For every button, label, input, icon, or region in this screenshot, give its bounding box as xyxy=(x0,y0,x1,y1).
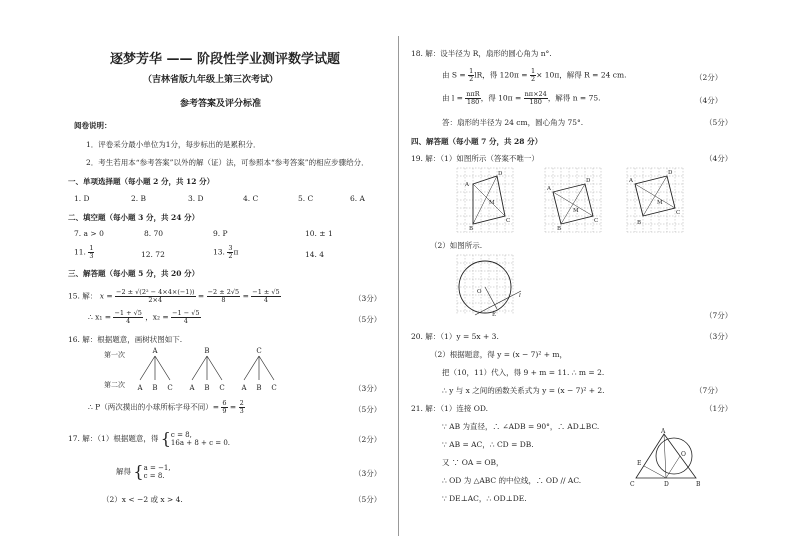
tree-leaf: A xyxy=(241,384,247,392)
svg-text:C: C xyxy=(630,481,635,488)
tree-diagram xyxy=(130,344,280,394)
q18-line-3: 由 l = $\frac{\text{nπR}}{180}$ ，得 10π = $\frac{n\pi\times 24}{180}$ ，解得 n = 75. xyxy=(442,90,601,106)
answer-3: 3. D xyxy=(188,194,204,203)
svg-text:C: C xyxy=(594,218,599,224)
q21-line-3: ∵ AB = AC，∴ CD = DB. xyxy=(442,440,534,449)
note-item-2: 2．考生若用本“参考答案”以外的解（证）法，可参照本“参考答案”的相应步骤给分． xyxy=(86,158,369,167)
svg-text:l: l xyxy=(519,293,521,299)
svg-text:B: B xyxy=(696,481,701,488)
svg-text:D: D xyxy=(498,171,503,177)
q17-line-1: 17. 解：（1）根据题意，得 {c = 8, 16a + 8 + c = 0. xyxy=(68,429,231,448)
q18-score-1: （2分） xyxy=(695,73,723,82)
q21-line-5: ∴ OD 为 △ABC 的中位线，∴ OD // AC. xyxy=(442,476,582,485)
answer-4: 4. C xyxy=(243,194,259,203)
svg-text:M: M xyxy=(657,200,663,206)
section-3-heading: 三、解答题（每小题 5 分，共 20 分） xyxy=(68,269,200,278)
q18-line-4: 答：扇形的半径为 24 cm，圆心角为 75°. xyxy=(442,118,584,127)
q20-score-2: （7分） xyxy=(695,386,723,395)
q17-line-3: （2）x < −2 或 x > 4. xyxy=(102,495,183,504)
q19-grid-figure-1 xyxy=(455,166,517,234)
answer-14: 14. 4 xyxy=(305,250,325,259)
q21-line-4: 又 ∵ OA = OB， xyxy=(442,458,504,467)
q19-score-1: （4分） xyxy=(705,154,733,163)
answer-9: 9. P xyxy=(213,229,228,238)
svg-text:E: E xyxy=(492,312,497,317)
answer-6: 6. A xyxy=(350,194,365,203)
answer-10: 10. ± 1 xyxy=(305,229,333,238)
svg-text:B: B xyxy=(637,220,642,226)
tree-first-label: 第一次 xyxy=(104,351,125,359)
tree-leaf: B xyxy=(256,384,262,392)
svg-text:A: A xyxy=(629,178,633,184)
tree-leaf: A xyxy=(189,384,195,392)
tree-leaf: A xyxy=(137,384,143,392)
tree-leaf: B xyxy=(204,384,210,392)
q16-score-2: （5分） xyxy=(354,405,382,414)
q18-score-2: （4分） xyxy=(695,96,723,105)
exam-subtitle: （吉林省版九年级上第三次考试） xyxy=(143,75,279,85)
page-title: 逐梦芳华 —— 阶段性学业测评数学试题 xyxy=(110,52,341,67)
tree-leaf: B xyxy=(152,384,158,392)
q19-line-1: 19. 解：（1）如图所示（答案不唯一） xyxy=(411,154,539,163)
answer-1: 1. D xyxy=(74,194,90,203)
q16-score-1: （3分） xyxy=(354,384,382,393)
tree-leaf: C xyxy=(219,384,225,392)
svg-text:A: A xyxy=(465,182,469,188)
column-divider xyxy=(398,36,399,536)
q21-score-1: （1分） xyxy=(705,404,733,413)
answer-12: 12. 72 xyxy=(141,250,165,259)
tree-leaf: C xyxy=(271,384,277,392)
q21-line-6: ∵ DE⊥AC，∴ OD⊥DE. xyxy=(442,494,527,503)
svg-text:O: O xyxy=(681,451,686,458)
section-4-heading: 四、解答题（每小题 7 分，共 28 分） xyxy=(411,137,543,146)
svg-text:D: D xyxy=(668,170,673,176)
answer-8: 8. 70 xyxy=(144,229,164,238)
tree-second-label: 第二次 xyxy=(104,381,125,389)
q21-triangle-figure xyxy=(626,426,706,488)
q15-line-2: ∴ x₁ = $\frac{-1 + √5}{4}$ ，x₂ = $\frac{-1 - √5}{4}$ xyxy=(88,309,200,325)
svg-text:A: A xyxy=(547,186,551,192)
tree-top-a: A xyxy=(152,347,158,355)
svg-text:M: M xyxy=(573,208,579,214)
answer-11: 11. $\frac{1}{3}$ xyxy=(74,244,94,260)
svg-text:A: A xyxy=(661,428,666,435)
q17-line-2: 解得 {a = −1, c = 8. xyxy=(116,462,171,481)
q20-line-3: 把（10，11）代入，得 9 + m = 11. ∴ m = 2. xyxy=(442,368,605,377)
q17-score-2: （3分） xyxy=(354,469,382,478)
svg-text:C: C xyxy=(506,218,511,224)
answer-13: 13. $\frac{3}{2}$ π xyxy=(213,244,239,260)
q15-line-1: 15. 解： x = $\frac{\text{−2 ± √(2² − 4×4×(−1))}}{2\times 4}$ = $\frac{-2 \pm 2√5}{8}$ = $\frac{-1 \pm √5}{4}$ xyxy=(68,288,280,304)
svg-text:E: E xyxy=(637,460,642,467)
svg-text:B: B xyxy=(469,226,474,232)
tree-leaf: C xyxy=(167,384,173,392)
q18-line-1: 18. 解：设半径为 R，扇形的圆心角为 n°. xyxy=(411,49,552,58)
svg-text:B: B xyxy=(557,226,562,232)
q18-score-3: （5分） xyxy=(705,118,733,127)
q17-score-3: （5分） xyxy=(354,495,382,504)
tree-top-c: C xyxy=(256,347,262,355)
svg-text:C: C xyxy=(676,210,681,216)
q20-line-1: 20. 解：（1）y = 5x + 3. xyxy=(411,332,499,341)
notes-heading: 阅卷说明： xyxy=(74,121,112,130)
q19-circle-figure xyxy=(455,253,525,317)
q18-line-2: 由 S = $\frac{1}{2}$ lR，得 120π = $\frac{1}{2}$ × 10π，解得 R = 24 cm. xyxy=(442,67,627,83)
q16-line-1: 16. 解：根据题意，画树状图如下. xyxy=(68,335,183,344)
q16-line-2: ∴ P（两次摸出的小球所标字母不同）= $\frac{6}{9}$ = $\frac{2}{3}$ xyxy=(88,399,244,415)
tree-top-b: B xyxy=(204,347,210,355)
answer-2: 2. B xyxy=(131,194,147,203)
answer-5: 5. C xyxy=(298,194,314,203)
section-2-heading: 二、填空题（每小题 3 分，共 24 分） xyxy=(68,213,200,222)
q19-score-2: （7分） xyxy=(705,311,733,320)
answer-7: 7. a > 0 xyxy=(74,229,104,238)
q21-line-1: 21. 解：（1）连接 OD. xyxy=(411,404,488,413)
answer-title: 参考答案及评分标准 xyxy=(180,99,262,109)
q19-grid-figure-3 xyxy=(625,166,687,234)
q19-grid-figure-2 xyxy=(543,166,605,234)
svg-text:M: M xyxy=(489,200,495,206)
q15-score-2: （5分） xyxy=(354,315,382,324)
svg-text:D: D xyxy=(664,481,669,488)
q19-line-2: （2）如图所示. xyxy=(430,241,483,250)
svg-text:D: D xyxy=(586,178,591,184)
q17-score-1: （2分） xyxy=(354,435,382,444)
section-1-heading: 一、单项选择题（每小题 2 分，共 12 分） xyxy=(68,177,215,186)
q15-score-1: （3分） xyxy=(354,294,382,303)
q20-score-1: （3分） xyxy=(705,332,733,341)
q20-line-4: ∴ y 与 x 之间的函数关系式为 y = (x − 7)² + 2. xyxy=(442,386,605,395)
q20-line-2: （2）根据题意，得 y = (x − 7)² + m， xyxy=(430,350,568,359)
note-item-1: 1．评卷采分最小单位为1分，每步标出的是累积分． xyxy=(86,140,261,149)
q21-line-2: ∵ AB 为直径，∴ ∠ADB = 90°，∴ AD⊥BC. xyxy=(442,422,600,431)
svg-text:O: O xyxy=(477,289,482,295)
